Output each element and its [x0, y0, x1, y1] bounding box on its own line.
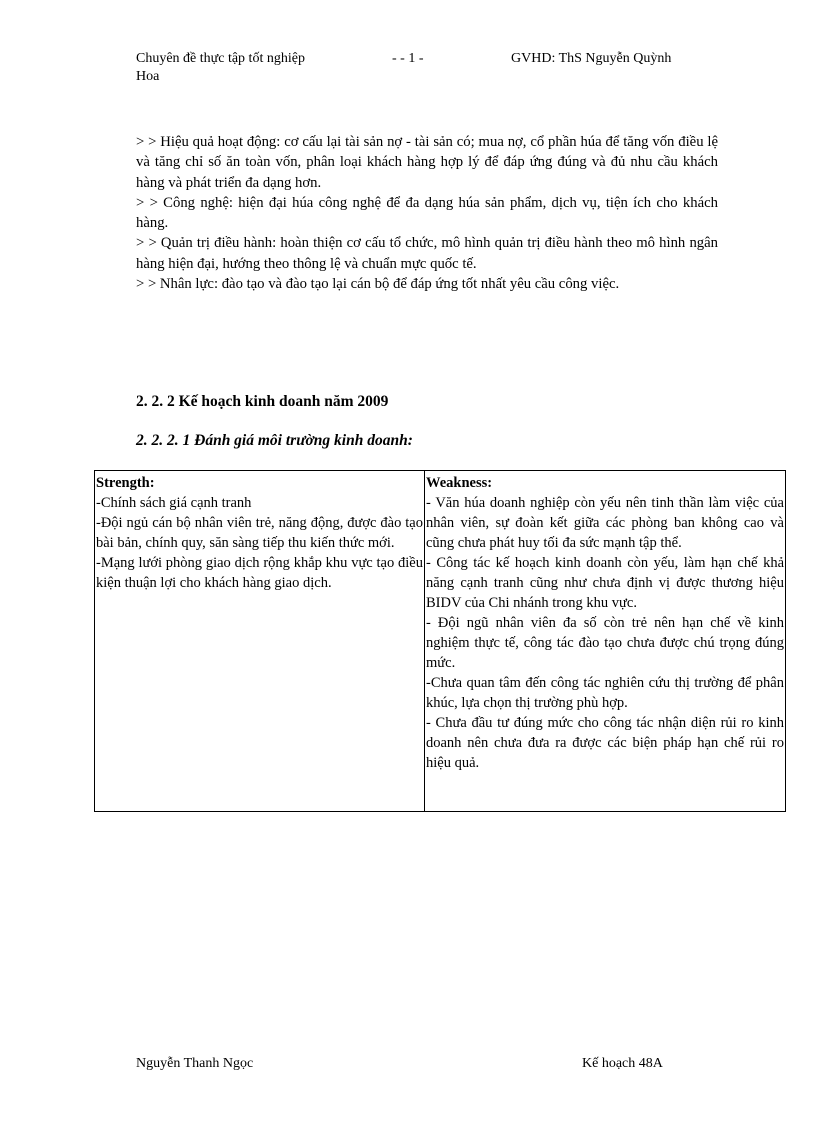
- table-row: [95, 471, 786, 812]
- paragraph-efficiency: > > Hiệu quả hoạt động: cơ cấu lại tài sản nợ - tài sản có; mua nợ, cổ phần húa để tăng vốn điều lệ và tăng chỉ số ăn toàn vốn, phân loại khách hàng hợp lý để đáp ứng đúng và đủ nhu cầu khách hàng và phát triển đa dạng hơn.: [136, 134, 718, 191]
- strength-title: Strength:: [96, 475, 155, 491]
- weakness-item: - Đội ngũ nhân viên đa số còn trẻ nên hạn chế về kinh nghiệm thực tế, công tác đào tạo chưa được chú trọng đúng mức.: [426, 615, 784, 671]
- advisor-name-continued: Hoa: [136, 69, 160, 84]
- subsection-heading: 2. 2. 2. 1 Đánh giá môi trường kinh doanh:: [136, 432, 413, 449]
- paragraph-technology: > > Công nghệ: hiện đại húa công nghệ để đa dạng húa sản phẩm, dịch vụ, tiện ích cho khách hàng.: [136, 194, 718, 232]
- footer-class: Kế hoạch 48A: [582, 1056, 663, 1071]
- paragraph-human-resources: > > Nhân lực: đào tạo và đào tạo lại cán bộ để đáp ứng tốt nhất yêu cầu công việc.: [136, 276, 620, 293]
- paragraph-management: > > Quản trị điều hành: hoàn thiện cơ cấu tổ chức, mô hình quản trị điều hành theo mô hình ngân hàng hiện đại, hướng theo thông lệ và chuẩn mực quốc tế.: [136, 235, 718, 272]
- weakness-item: - Chưa đầu tư đúng mức cho công tác nhận diện rủi ro kinh doanh nên chưa đưa ra được các biện pháp hạn chế rủi ro hiệu quả.: [426, 715, 784, 771]
- section-heading: 2. 2. 2 Kế hoạch kinh doanh năm 2009: [136, 393, 389, 410]
- weakness-item: - Công tác kế hoạch kinh doanh còn yếu, làm hạn chế khả năng cạnh tranh cũng như chưa định vị được thương hiệu BIDV của Chi nhánh trong khu vực.: [426, 555, 784, 611]
- weakness-item: -Chưa quan tâm đến công tác nghiên cứu thị trường để phân khúc, lựa chọn thị trường phù hợp.: [426, 675, 784, 711]
- advisor-name: GVHD: ThS Nguyễn Quỳnh: [511, 51, 672, 66]
- intro-text: [136, 132, 718, 294]
- strength-item: -Đội ngủ cán bộ nhân viên trẻ, năng động, được đào tạo bài bản, chính quy, săn sàng tiếp thu kiến thức mới.: [96, 515, 423, 551]
- page-header: [136, 50, 716, 86]
- swot-table: [94, 470, 786, 812]
- strength-item: -Mạng lưới phòng giao dịch rộng khắp khu vực tạo điều kiện thuận lợi cho khách hàng giao dịch.: [96, 555, 423, 591]
- weakness-item: - Văn húa doanh nghiệp còn yếu nên tinh thần làm việc của nhân viên, sự đoàn kết giữa các phòng ban không cao và cũng chưa phát huy tối đa sức mạnh tập thể.: [426, 495, 784, 551]
- page-number: - - 1 -: [392, 51, 424, 66]
- course-title: Chuyên đề thực tập tốt nghiệp: [136, 51, 305, 66]
- strength-item: -Chính sách giá cạnh tranh: [96, 495, 252, 511]
- weakness-cell: [425, 471, 786, 812]
- footer-author: Nguyễn Thanh Ngọc: [136, 1056, 254, 1071]
- weakness-title: Weakness:: [426, 475, 493, 491]
- strength-cell: [95, 471, 425, 812]
